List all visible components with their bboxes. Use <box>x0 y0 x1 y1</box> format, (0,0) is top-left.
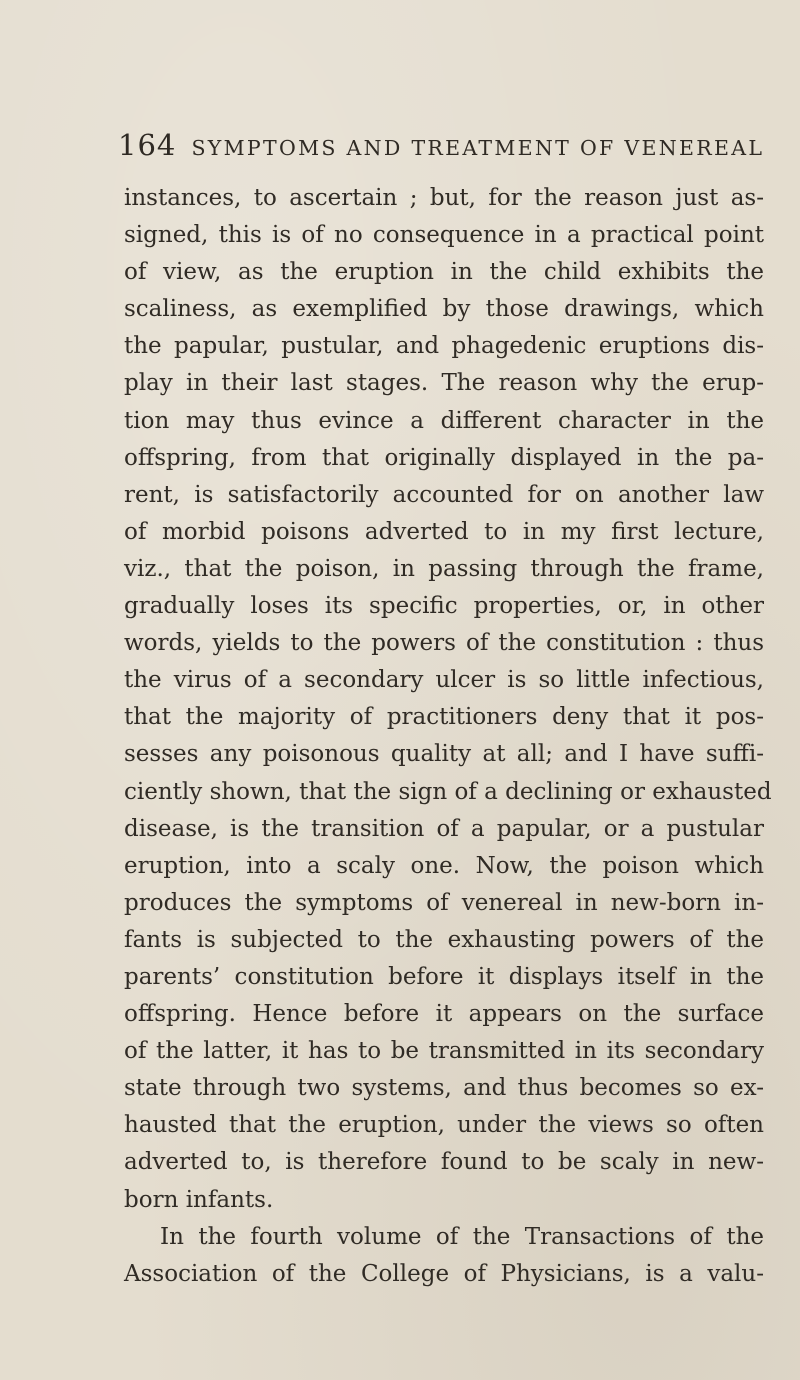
text-line: viz., that the poison, in passing through the frame, <box>124 555 764 582</box>
text-line: of morbid poisons adverted to in my first lecture, <box>124 518 764 545</box>
page-number: 164 <box>118 128 177 162</box>
paragraph-last-line: born infants. <box>124 1186 274 1213</box>
text-line: the virus of a secondary ulcer is so little infectious, <box>124 667 764 694</box>
text-line: words, yields to the powers of the constitution : thus <box>124 630 764 657</box>
text-line: parents’ constitution before it displays itself in the <box>124 963 764 990</box>
text-line: scaliness, as exemplified by those drawings, which <box>124 296 764 323</box>
text-line: instances, to ascertain ; but, for the reason just as- <box>124 185 764 211</box>
text-line: that the majority of practitioners deny that it pos- <box>124 704 764 731</box>
running-title: SYMPTOMS AND TREATMENT OF VENEREAL <box>191 136 765 160</box>
text-line: ciently shown, that the sign of a declining or exhausted <box>124 778 772 805</box>
text-line: of view, as the eruption in the child exhibits the <box>124 259 764 286</box>
text-line: the papular, pustular, and phagedenic eruptions dis- <box>124 333 764 360</box>
text-line: state through two systems, and thus becomes so ex- <box>124 1075 764 1102</box>
text-line: rent, is satisfactorily accounted for on another law <box>124 481 764 508</box>
text-line: offspring. Hence before it appears on the surface <box>124 1001 764 1028</box>
text-line: hausted that the eruption, under the views so often <box>124 1112 764 1139</box>
text-line: fants is subjected to the exhausting powers of the <box>124 926 764 953</box>
text-line: Association of the College of Physicians, is a valu- <box>124 1260 764 1287</box>
text-line: sesses any poisonous quality at all; and I have suffi- <box>124 741 764 768</box>
text-line: tion may thus evince a different character in the <box>124 407 764 434</box>
text-line: eruption, into a scaly one. Now, the poison which <box>124 852 764 879</box>
running-head <box>118 128 765 178</box>
text-line: signed, this is of no consequence in a practical point <box>124 222 764 249</box>
text-line: play in their last stages. The reason why the erup- <box>124 370 764 397</box>
text-line: produces the symptoms of venereal in new-born in- <box>124 889 764 916</box>
text-line: adverted to, is therefore found to be scaly in new- <box>124 1149 764 1176</box>
text-line: offspring, from that originally displayed in the pa- <box>124 444 764 471</box>
text-line: disease, is the transition of a papular, or a pustular <box>124 815 764 842</box>
body-text <box>124 180 772 1293</box>
text-line: gradually loses its specific properties, or, in other <box>124 593 764 620</box>
text-line: of the latter, it has to be transmitted in its secondary <box>124 1038 764 1065</box>
paragraph-first-line: In the fourth volume of the Transactions of the <box>160 1223 764 1250</box>
